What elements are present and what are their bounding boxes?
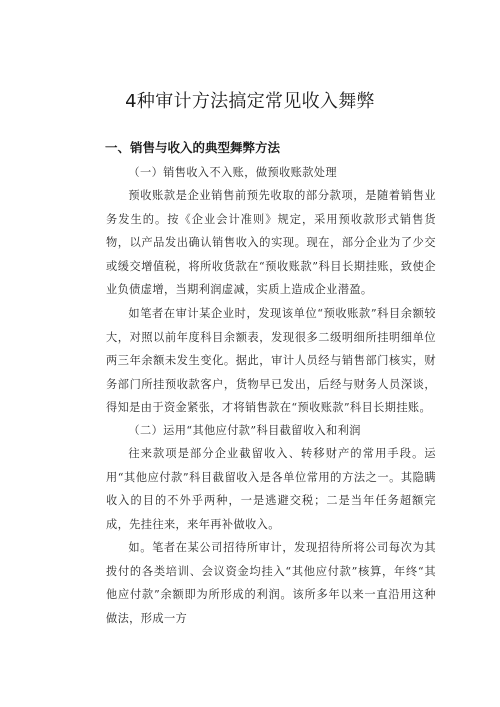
- body-paragraph: 往来款项是部分企业截留收入、转移财产的常用手段。运用“其他应付款”科目截留收入是各单位常用的方法之一。其隐瞒收入的目的不外乎两种，一是逃避交税；二是当年任务超额完成，先挂往来，来年再补做收入。: [106, 447, 436, 531]
- section-heading: 一、销售与收入的典型舞弊方法: [105, 140, 281, 155]
- subsection-heading: （二）运用“其他应付款”科目截留收入和利润: [128, 424, 361, 437]
- subsection-heading: （一）销售收入不入账，做预收账款处理: [128, 166, 337, 179]
- body-paragraph: 如。笔者在某公司招待所审计，发现招待所将公司每次为其拨付的各类培训、会议资金均挂入“其他应付款”核算，年终“其他应付款”余额即为所形成的利润。该所多年以来一直沿用这种做法，形成一方: [106, 541, 436, 625]
- body-paragraph: 预收账款是企业销售前预先收取的部分款项，是随着销售业务发生的。按《企业会计准则》规定，采用预收款形式销售货物，以产品发出确认销售收入的实现。现在，部分企业为了少交或缓交增值税，将所收货款在“预收账款”科目长期挂账，致使企业负债虚增，当期利润虚减，实质上造成企业潜盈。: [106, 189, 436, 296]
- document-title: 4种审计方法搞定常见收入舞弊: [125, 91, 375, 112]
- body-paragraph: 如笔者在审计某企业时，发现该单位“预收账款”科目余额较大，对照以前年度科目余额表，发现很多二级明细所挂明细单位两三年余额未发生变化。据此，审计人员经与销售部门核实，财务部门所挂预收款客户，货物早已发出，后经与财务人员深谈，得知是由于资金紧张，才将销售款在“预收账款”科目长期挂账。: [106, 307, 436, 414]
